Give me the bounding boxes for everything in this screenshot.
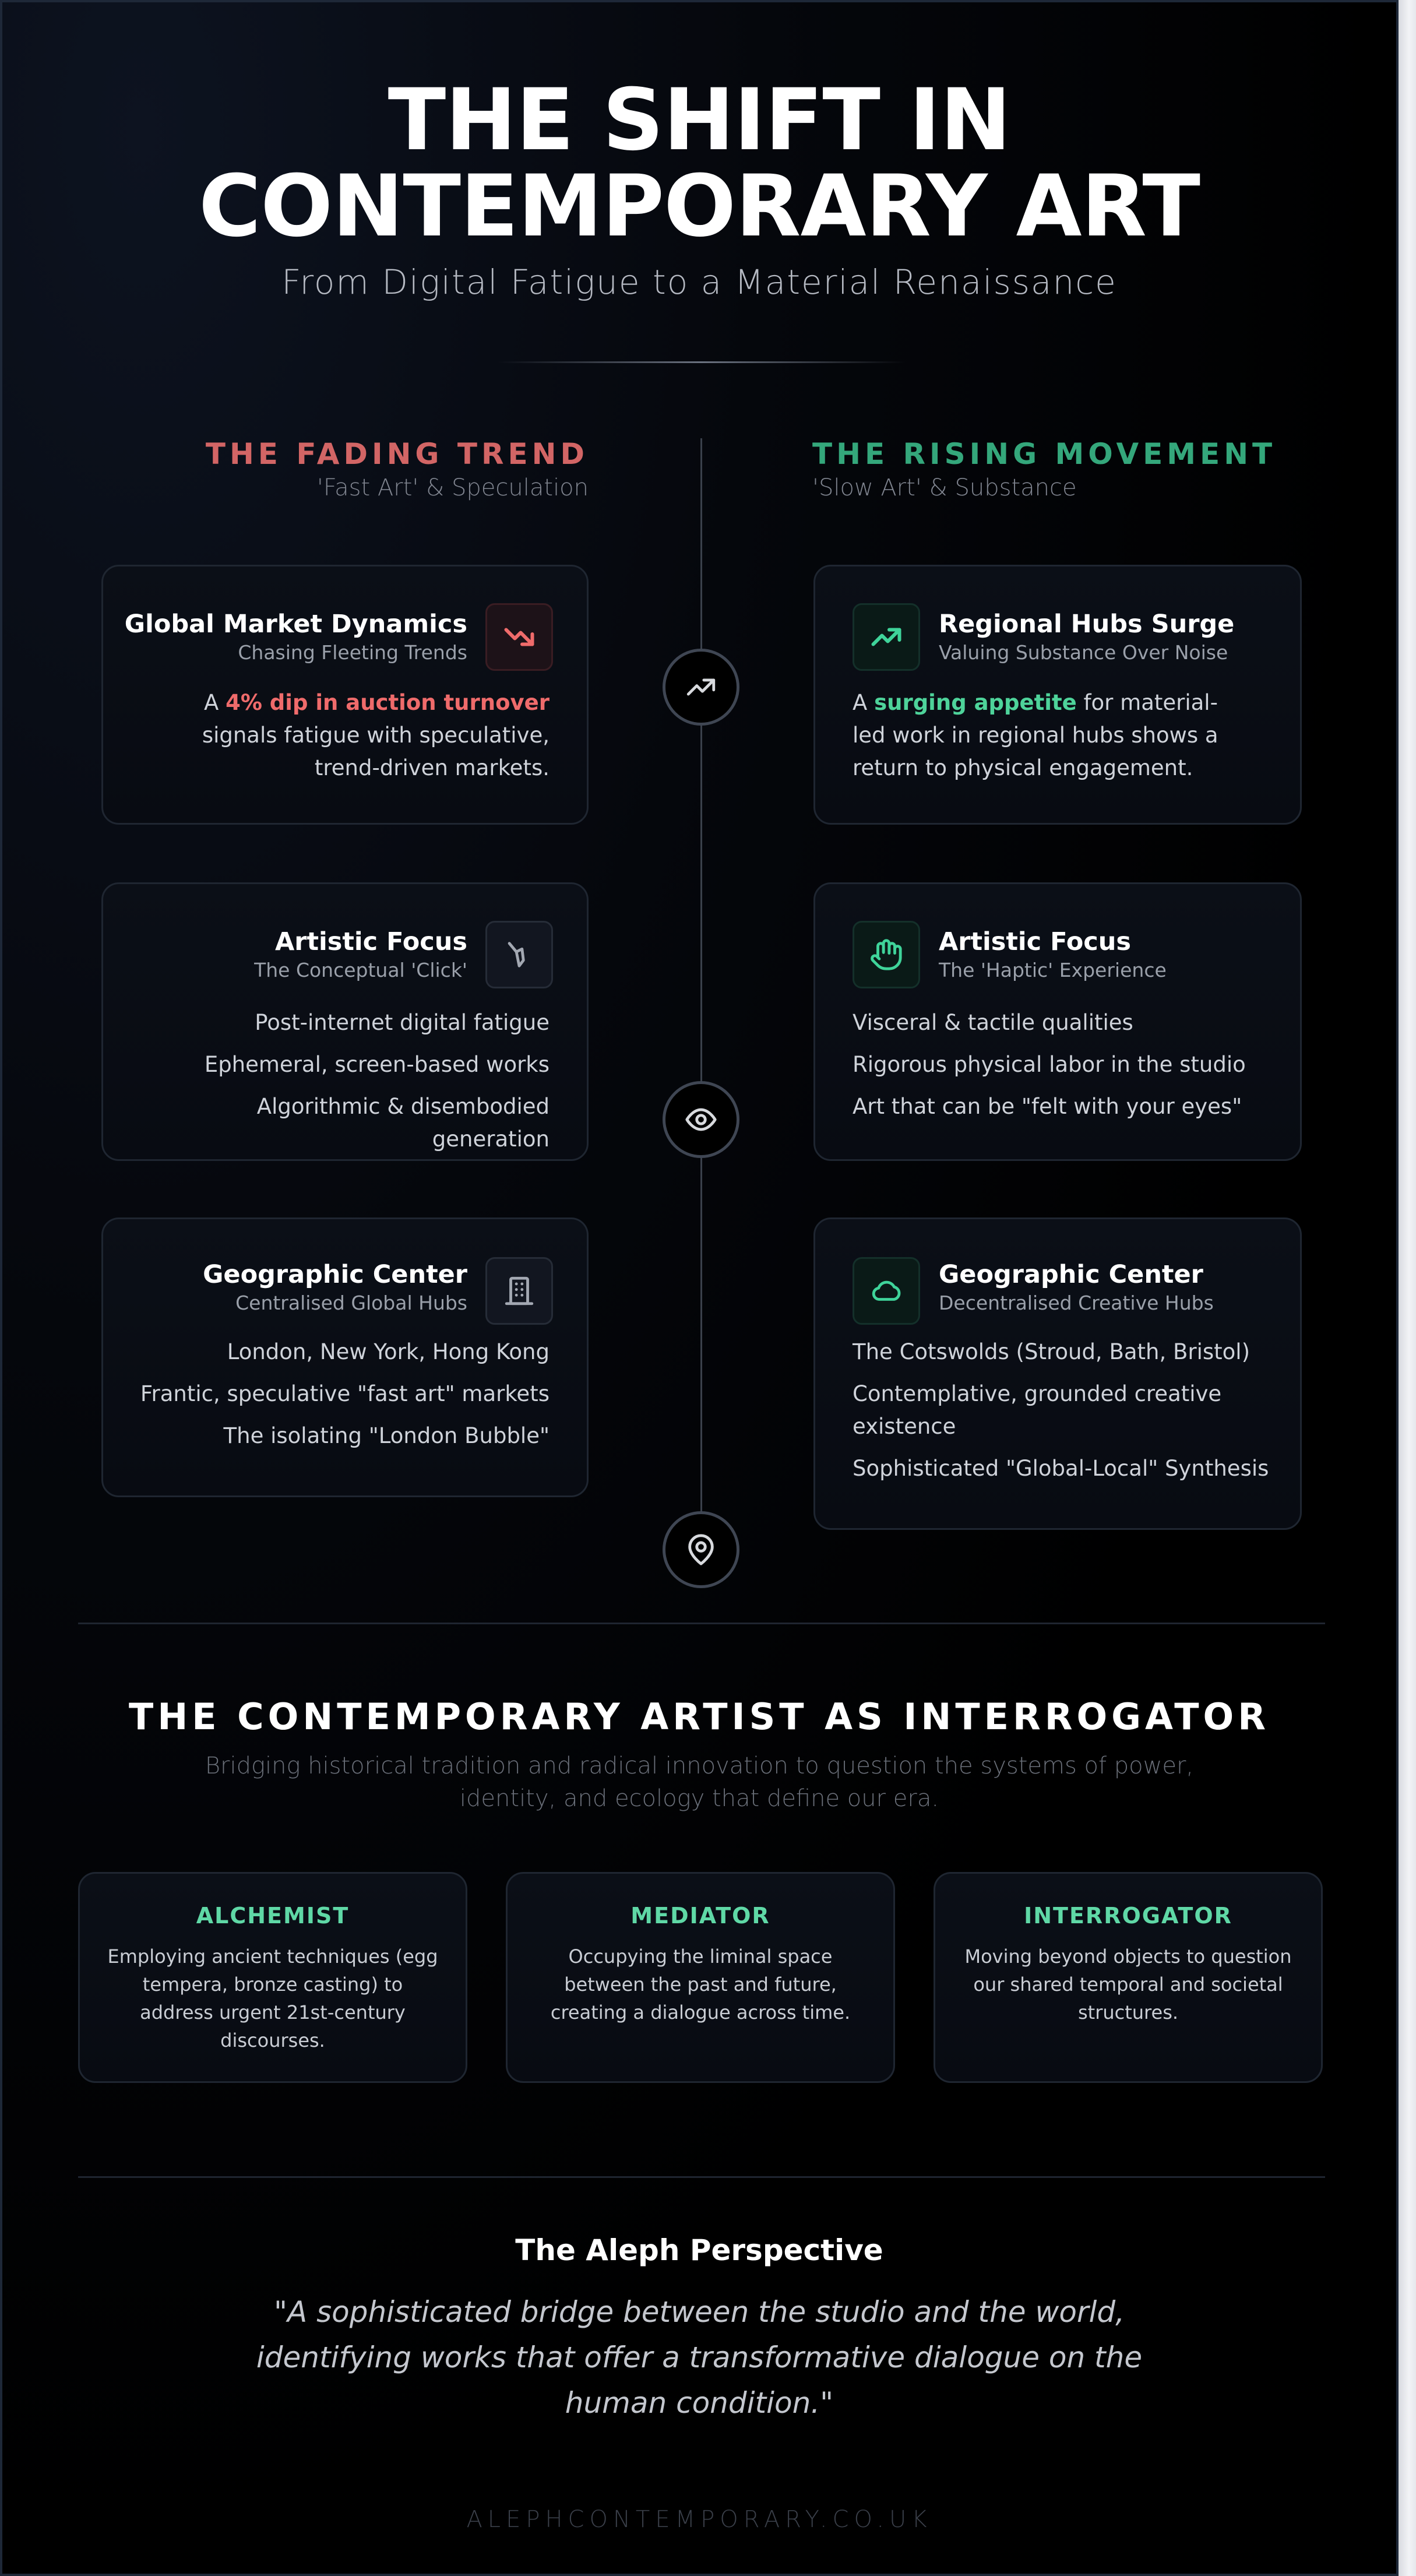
list-item: Rigorous physical labor in the studio [853, 1052, 1246, 1077]
rising-card-geography-list [853, 1336, 1271, 1494]
icon-box-gray [485, 1257, 553, 1325]
fading-subheading: 'Fast Art' & Speculation [316, 474, 589, 501]
rising-heading: THE RISING MOVEMENT [812, 437, 1277, 471]
role-title: ALCHEMIST [196, 1903, 350, 1929]
role-card-interrogator [934, 1872, 1323, 2083]
timeline-line [700, 438, 702, 1551]
role-description: Occupying the liminal space between the past and future, creating a dialogue across time. [550, 1945, 851, 2024]
footer-url[interactable]: ALEPHCONTEMPORARY.CO.UK [466, 2506, 932, 2533]
list-item: Algorithmic & disembodied generation [256, 1094, 550, 1152]
timeline-node-market [663, 649, 739, 726]
list-item: Visceral & tactile qualities [853, 1010, 1133, 1035]
timeline-node-focus [663, 1081, 739, 1158]
card-title: Artistic Focus [939, 927, 1131, 956]
page-edge-gutter [1399, 0, 1416, 2576]
icon-box-green [853, 603, 920, 671]
perspective-quote-line-2: identifying works that offer a transformative dialogue on the [256, 2341, 1143, 2374]
rising-card-focus-heading [939, 926, 1288, 983]
cursor-pointer-icon [502, 938, 536, 972]
role-title: MEDIATOR [630, 1903, 770, 1929]
list-item: Art that can be "felt with your eyes" [853, 1094, 1242, 1119]
timeline-node-geography [663, 1511, 739, 1588]
list-item: Ephemeral, screen-based works [204, 1052, 550, 1077]
perspective-title: The Aleph Perspective [515, 2233, 883, 2267]
perspective-quote-line-1: "A sophisticated bridge between the studio and the world, [273, 2295, 1125, 2329]
section-divider [78, 2176, 1325, 2178]
icon-box-gray [485, 921, 553, 988]
map-pin-icon [684, 1533, 718, 1567]
card-subtitle: The Conceptual 'Click' [254, 959, 467, 981]
card-title: Geographic Center [203, 1260, 467, 1289]
building-icon [502, 1274, 536, 1308]
interrogator-title: THE CONTEMPORARY ARTIST AS INTERROGATOR [129, 1695, 1270, 1738]
icon-box-green [853, 1257, 920, 1325]
role-description: Employing ancient techniques (egg tempera, bronze casting) to address urgent 21st-century discourses. [107, 1945, 438, 2051]
list-item: The isolating "London Bubble" [223, 1423, 550, 1448]
list-item: London, New York, Hong Kong [227, 1339, 550, 1364]
stat-highlight: surging appetite [874, 690, 1077, 715]
page-title-line-2: CONTEMPORARY ART [198, 157, 1200, 256]
rising-card-market-heading [939, 608, 1288, 666]
card-title: Geographic Center [939, 1260, 1203, 1289]
list-item: Frantic, speculative "fast art" markets [140, 1381, 550, 1406]
fading-card-focus [101, 882, 589, 1161]
icon-box-green [853, 921, 920, 988]
hand-icon [869, 938, 903, 972]
rising-card-focus-list [853, 1007, 1265, 1132]
icon-box-red [485, 603, 553, 671]
fading-heading: THE FADING TREND [205, 437, 589, 471]
role-card-mediator [506, 1872, 895, 2083]
page-title-line-1: THE SHIFT IN [388, 71, 1011, 170]
eye-icon [684, 1103, 718, 1136]
fading-card-market [101, 565, 589, 825]
list-item: Contemplative, grounded creative existence [853, 1381, 1222, 1439]
fading-card-market-body [138, 687, 550, 784]
card-subtitle: Centralised Global Hubs [235, 1291, 467, 1314]
stat-highlight: 4% dip in auction turnover [226, 690, 550, 715]
card-subtitle: The 'Haptic' Experience [939, 959, 1167, 981]
list-item: The Cotswolds (Stroud, Bath, Bristol) [853, 1339, 1251, 1364]
fading-card-geography [101, 1217, 589, 1497]
rising-card-focus [813, 882, 1302, 1161]
role-card-alchemist [78, 1872, 467, 2083]
trending-up-icon [684, 670, 718, 704]
body-suffix: for material-led work in regional hubs shows a return to physical engagement. [853, 690, 1218, 780]
cloud-icon [869, 1274, 903, 1308]
perspective-quote-line-3: human condition." [565, 2386, 834, 2420]
rising-card-geography-heading [939, 1259, 1288, 1316]
rising-card-geography [813, 1217, 1302, 1530]
rising-card-market-body [853, 687, 1248, 784]
trending-down-icon [502, 620, 537, 654]
card-title: Artistic Focus [275, 927, 467, 956]
card-subtitle: Decentralised Creative Hubs [939, 1291, 1214, 1314]
list-item: Sophisticated "Global-Local" Synthesis [853, 1456, 1269, 1481]
interrogator-subtitle-line-2: identity, and ecology that define our era. [459, 1785, 939, 1812]
role-description: Moving beyond objects to question our shared temporal and societal structures. [964, 1945, 1292, 2024]
trending-up-icon [869, 620, 904, 654]
role-title: INTERROGATOR [1024, 1903, 1232, 1929]
fading-card-geography-heading [118, 1259, 467, 1316]
fading-card-focus-list [138, 1007, 550, 1165]
card-title: Regional Hubs Surge [939, 610, 1235, 639]
page-subtitle: From Digital Fatigue to a Material Renaissance [281, 262, 1117, 302]
body-prefix: A [853, 690, 875, 715]
header-divider [498, 361, 906, 363]
interrogator-subtitle-line-1: Bridging historical tradition and radical innovation to question the systems of power, [205, 1752, 1194, 1779]
fading-card-focus-heading [118, 926, 467, 983]
rising-column-header [812, 437, 1278, 501]
card-subtitle: Chasing Fleeting Trends [238, 641, 467, 664]
section-divider [78, 1623, 1325, 1624]
card-title: Global Market Dynamics [124, 610, 467, 639]
fading-card-market-heading [118, 608, 467, 666]
fading-column-header [177, 437, 589, 501]
rising-subheading: 'Slow Art' & Substance [812, 474, 1077, 501]
fading-card-geography-list [126, 1336, 550, 1462]
body-prefix: A [204, 690, 226, 715]
rising-card-market [813, 565, 1302, 825]
card-subtitle: Valuing Substance Over Noise [939, 641, 1228, 664]
body-suffix: signals fatigue with speculative, trend-driven markets. [202, 723, 550, 780]
list-item: Post-internet digital fatigue [255, 1010, 550, 1035]
